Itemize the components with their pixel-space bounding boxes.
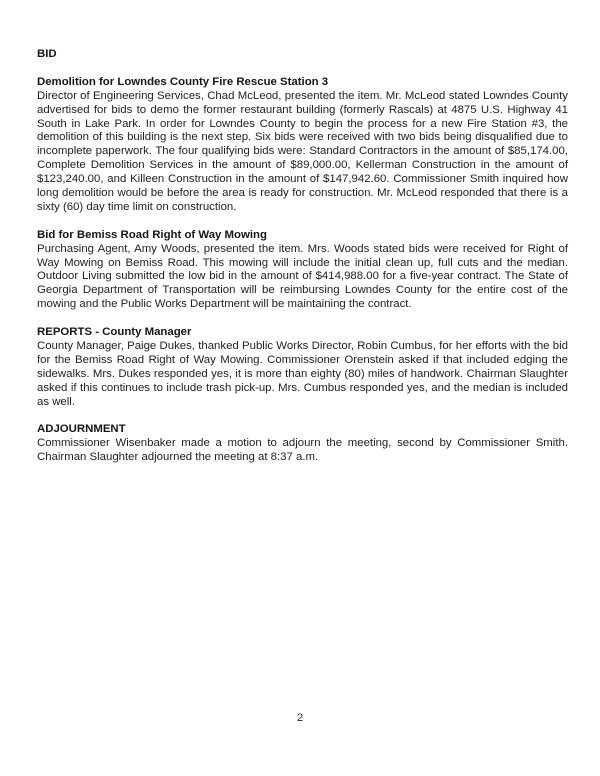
- section-adjournment: [37, 423, 568, 465]
- section-heading-reports: REPORTS - County Manager: [37, 326, 192, 339]
- section-body-bemiss-mowing: Purchasing Agent, Amy Woods, presented the item. Mrs. Woods stated bids were received for Right of Way Mowing on Bemiss Road. This mowing will include the initial clean up, full cuts and the median. Outdoor Living submitted the low bid in the amount of $414,988.00 for a five-year contract. The State of Georgia Department of Transportation will be reimbursing Lowndes County for the entire cost of the mowing and the Public Works Department will be maintaining the contract.: [37, 242, 568, 311]
- section-demolition-fire-rescue-station: [37, 76, 568, 215]
- document-content: [37, 48, 568, 465]
- section-body-demolition: Director of Engineering Services, Chad McLeod, presented the item. Mr. McLeod stated Lowndes County advertised for bids to demo the former restaurant building (formerly Rascals) at 4875 U.S. Highway 41 South in Lake Park. In order for Lowndes County to begin the process for a new Fire Station #3, the demolition of this building is the next step. Six bids were received with two bids being disqualified due to incomplete paperwork. The four qualifying bids were: Standard Contractors in the amount of $85,174.00, Complete Demolition Services in the amount of $89,000.00, Kellerman Construction in the amount of $123,240.00, and Killeen Construction in the amount of $147,942.60. Commissioner Smith inquired how long demolition would be before the area is ready for construction. Mr. McLeod responded that there is a sixty (60) day time limit on construction.: [37, 89, 568, 213]
- page-number: 2: [296, 712, 304, 724]
- section-body-reports: County Manager, Paige Dukes, thanked Public Works Director, Robin Cumbus, for her efforts with the bid for the Bemiss Road Right of Way Mowing. Commissioner Orenstein asked if that included edging the sidewalks. Mrs. Dukes responded yes, it is more than eighty (80) miles of handwork. Chairman Slaughter asked if this continues to include trash pick-up. Mrs. Cumbus responded yes, and the median is included as well.: [37, 339, 568, 408]
- section-heading-bid: BID: [37, 48, 57, 60]
- section-bemiss-road-mowing: [37, 229, 568, 312]
- section-heading-adjournment: ADJOURNMENT: [37, 423, 126, 436]
- section-reports-county-manager: [37, 326, 568, 409]
- section-heading-bemiss-mowing: Bid for Bemiss Road Right of Way Mowing: [37, 228, 267, 241]
- section-heading-demolition: Demolition for Lowndes County Fire Rescue Station 3: [37, 75, 329, 88]
- section-bid: [37, 48, 568, 62]
- section-body-adjournment: Commissioner Wisenbaker made a motion to adjourn the meeting, second by Commissioner Smith. Chairman Slaughter adjourned the meeting at 8:37 a.m.: [37, 437, 568, 464]
